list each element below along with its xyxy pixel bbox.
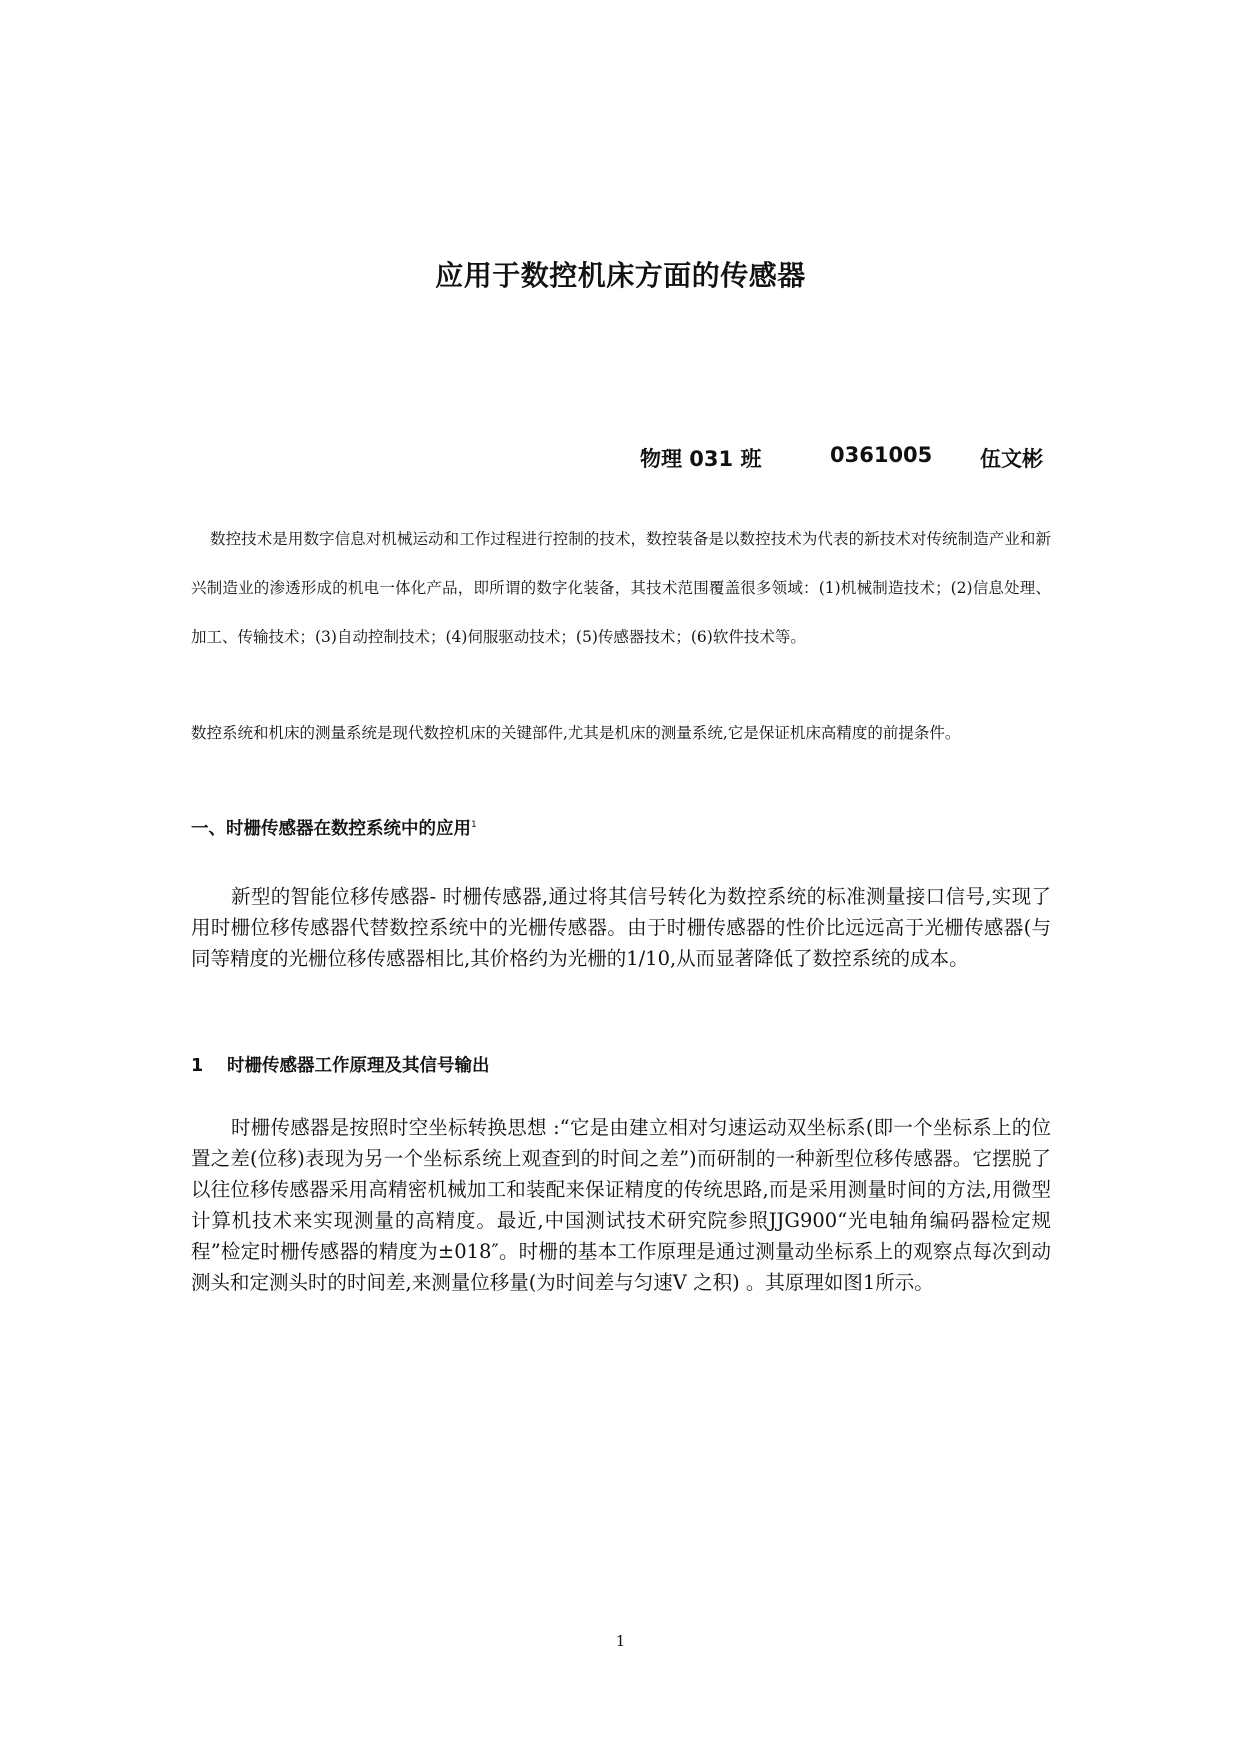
section-1-heading [191,815,477,840]
section-1-1-heading-text: 时栅传感器工作原理及其信号输出 [227,1056,490,1076]
abstract [191,515,1051,662]
section-1-body [191,881,1051,974]
section-1-1-number: 1 [191,1056,204,1076]
document-title: 应用于数控机床方面的传感器 [435,259,806,292]
page-number: 1 [615,1632,626,1650]
section-1-paragraph: 新型的智能位移传感器- 时栅传感器,通过将其信号转化为数控系统的标准测量接口信号,实现了用时栅位移传感器代替数控系统中的光栅传感器。由于时栅传感器的性价比远远高于光栅传感器(与同等精度的光栅位移传感器相比,其价格约为光栅的1/10,从而显著降低了数控系统的成本。 [191,885,1051,970]
intro [191,717,1051,750]
section-1-1-paragraph: 时栅传感器是按照时空坐标转换思想 :“它是由建立相对匀速运动双坐标系(即一个坐标系上的位置之差(位移)表现为另一个坐标系统上观查到的时间之差”)而研制的一种新型位移传感器。它摆脱了以往位移传感器采用高精密机械加工和装配来保证精度的传统思路,而是采用测量时间的方法,用微型计算机技术来实现测量的高精度。最近,中国测试技术研究院参照JJG900“光电轴角编码器检定规程”检定时栅传感器的精度为±018″。时栅的基本工作原理是通过测量动坐标系上的观察点每次到动测头和定测头时的时间差,来测量位移量(为时间差与匀速V 之积) 。其原理如图1所示。 [191,1116,1051,1294]
author-name: 伍文彬 [980,447,1043,471]
author-student-id: 0361005 [830,443,933,467]
section-1-1-heading [191,1052,490,1077]
section-1-heading-text: 一、时栅传感器在数控系统中的应用 [191,819,471,839]
intro-paragraph: 数控系统和机床的测量系统是现代数控机床的关键部件,尤其是机床的测量系统,它是保证机床高精度的前提条件。 [191,724,961,742]
author-class: 物理 031 班 [640,447,762,471]
footnote-mark: 1 [471,820,477,831]
abstract-paragraph: 数控技术是用数字信息对机械运动和工作过程进行控制的技术，数控装备是以数控技术为代表的新技术对传统制造产业和新兴制造业的渗透形成的机电一体化产品，即所谓的数字化装备，其技术范围覆盖很多领域：(1)机械制造技术；(2)信息处理、加工、传输技术；(3)自动控制技术；(4)伺服驱动技术；(5)传感器技术；(6)软件技术等。 [191,530,1051,646]
section-1-1-body [191,1112,1051,1298]
